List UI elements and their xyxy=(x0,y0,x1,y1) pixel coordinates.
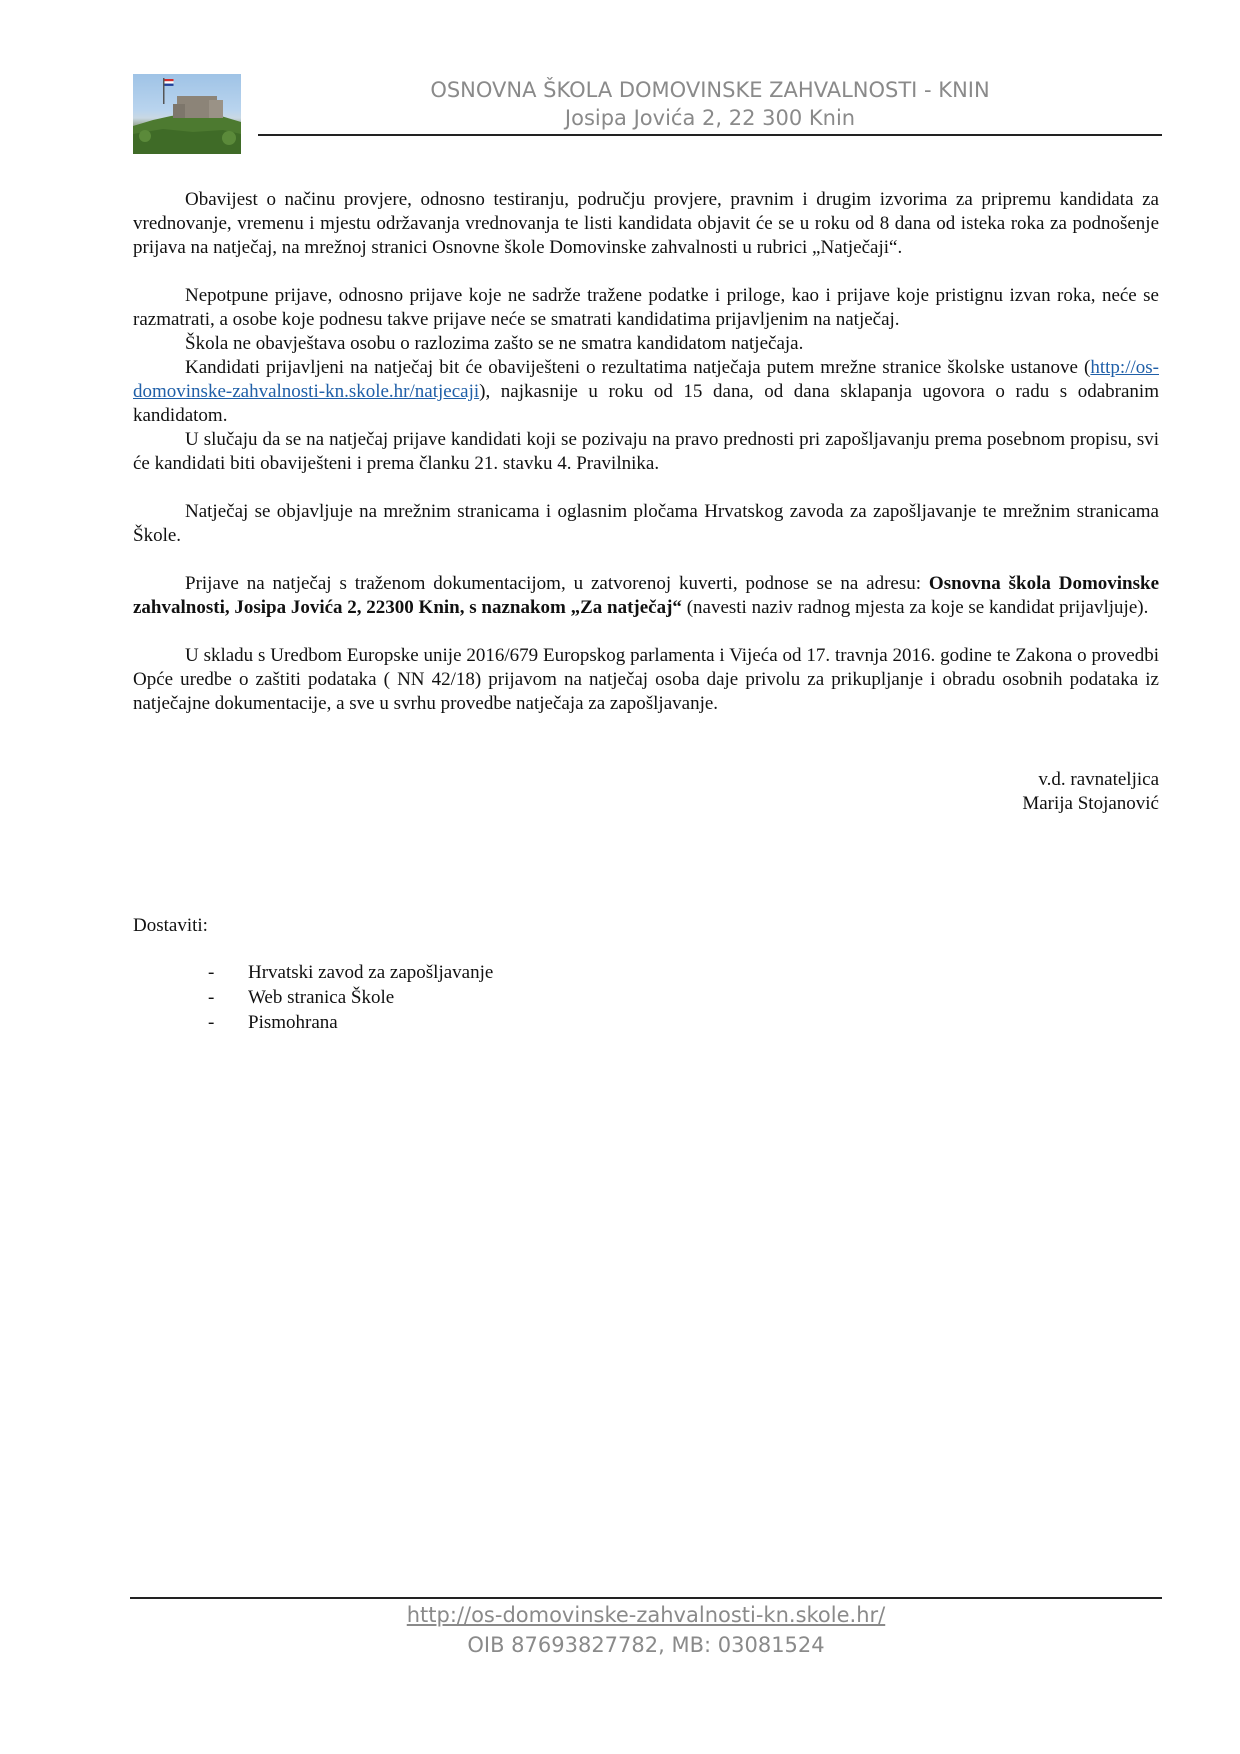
distribution-list xyxy=(208,960,493,1035)
header-divider xyxy=(258,134,1162,136)
school-address: Josipa Jovića 2, 22 300 Knin xyxy=(564,106,856,130)
list-item: - Pismohrana xyxy=(208,1012,338,1033)
paragraph-results-notice: Kandidati prijavljeni na natječaj bit će obaviješteni o rezultatima natječaja putem mrežne stranice školske ustanove (http://os-domovinske-zahvalnosti-kn.skole.hr/natjecaji), najkasnije u roku od 15 dana, od dana sklapanja ugovora o radu s odabranim kandidatom. xyxy=(133,357,1159,426)
footer-ids: OIB 87693827782, MB: 03081524 xyxy=(467,1633,825,1657)
footer-website-link[interactable]: http://os-domovinske-zahvalnosti-kn.skole.hr/ xyxy=(406,1603,886,1627)
list-item: - Hrvatski zavod za zapošljavanje xyxy=(208,962,494,983)
logo-image xyxy=(133,74,241,154)
page-footer xyxy=(130,1600,1162,1660)
paragraph-gdpr: U skladu s Uredbom Europske unije 2016/679 Europskog parlamenta i Vijeća od 17. travnja 2016. godine te Zakona o provedbi Opće uredbe o zaštiti podataka ( NN 42/18) prijavom na natječaj osoba daje privolu za prikupljanje i obradu osobnih podataka iz natječajne dokumentacije, a sve u svrhu provedbe natječaja za zapošljavanje. xyxy=(133,645,1159,714)
document-body xyxy=(133,188,1159,716)
submission-address: Osnovna škola Domovinske zahvalnosti, Josipa Jovića 2, 22300 Knin, s naznakom „Za natječaj“ xyxy=(133,573,1160,618)
paragraph-testing-notice: Obavijest o načinu provjere, odnosno testiranju, području provjere, pravnim i drugim izvorima za pripremu kandidata za vrednovanje, vremenu i mjestu održavanja vrednovanja te listi kandidata objavit će se u roku od 8 dana od isteka roka za podnošenje prijava na natječaj, na mrežnoj stranici Osnovne škole Domovinske zahvalnosti u rubrici „Natječaji“. xyxy=(133,189,1159,258)
paragraph-incomplete-applications: Nepotpune prijave, odnosno prijave koje ne sadrže tražene podatke i priloge, kao i prijave koje pristignu izvan roka, neće se razmatrati, a osobe koje podnesu takve prijave neće se smatrati kandidatima prijavljenim na natječaj. xyxy=(133,285,1159,330)
paragraph-priority-rights: U slučaju da se na natječaj prijave kandidati koji se pozivaju na pravo prednosti pri zapošljavanju prema posebnom propisu, svi će kandidati biti obaviješteni i prema članku 21. stavku 4. Pravilnika. xyxy=(133,429,1159,474)
school-fortress-photo-icon xyxy=(133,74,241,154)
paragraph-publication: Natječaj se objavljuje na mrežnim stranicama i oglasnim pločama Hrvatskog zavoda za zapošljavanje te mrežnim stranicama Škole. xyxy=(133,501,1159,546)
signature-block xyxy=(1022,768,1159,816)
natjecaji-link[interactable]: http://os-domovinske-zahvalnosti-kn.skole.hr/natjecaji xyxy=(133,357,1159,402)
signature-role: v.d. ravnateljica xyxy=(1038,769,1159,790)
signature-name: Marija Stojanović xyxy=(1022,793,1159,814)
school-header xyxy=(260,76,1160,132)
school-name: OSNOVNA ŠKOLA DOMOVINSKE ZAHVALNOSTI - KNIN xyxy=(430,78,990,102)
footer-divider xyxy=(130,1597,1162,1599)
paragraph-no-notification: Škola ne obavještava osobu o razlozima zašto se ne smatra kandidatom natječaja. xyxy=(185,333,804,354)
list-item: - Web stranica Škole xyxy=(208,987,395,1008)
distribution-title: Dostaviti: xyxy=(133,915,208,936)
paragraph-submission-address: Prijave na natječaj s traženom dokumentacijom, u zatvorenoj kuverti, podnose se na adresu: Osnovna škola Domovinske zahvalnosti, Josipa Jovića 2, 22300 Knin, s naznakom „Za natječaj“ (navesti naziv radnog mjesta za koje se kandidat prijavljuje). xyxy=(133,573,1160,618)
